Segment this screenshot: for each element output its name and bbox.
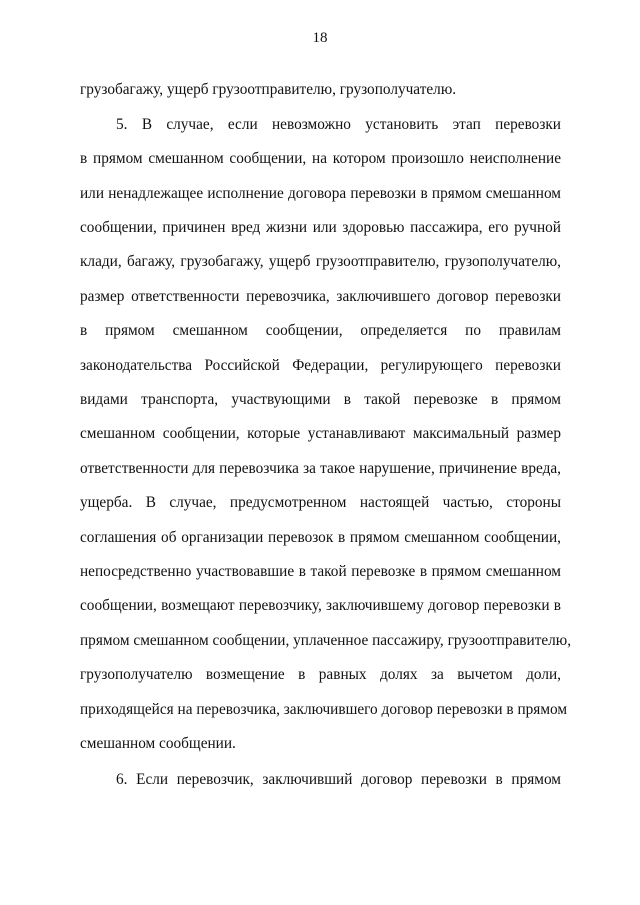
text-line: ущерба. В случае, предусмотренном настоящей частью, стороны bbox=[80, 494, 561, 511]
paragraph-5-last-line: смешанном сообщении. bbox=[80, 735, 236, 752]
text-line: видами транспорта, участвующими в такой перевозке в прямом bbox=[80, 391, 561, 408]
text-line: грузобагажу, ущерб грузоотправителю, грузополучателю. bbox=[80, 81, 457, 98]
text-line: законодательства Российской Федерации, регулирующего перевозки bbox=[80, 357, 561, 374]
text-line: ответственности для перевозчика за такое нарушение, причинение вреда, bbox=[80, 460, 561, 477]
paragraph-5-first-line: 5. В случае, если невозможно установить этап перевозки bbox=[116, 116, 561, 133]
text-line: приходящейся на перевозчика, заключившего договор перевозки в прямом bbox=[80, 701, 568, 718]
text-line: размер ответственности перевозчика, заключившего договор перевозки bbox=[80, 288, 561, 305]
text-line: сообщении, возмещают перевозчику, заключившему договор перевозки в bbox=[80, 597, 561, 614]
page-number: 18 bbox=[312, 30, 328, 46]
text-line: соглашения об организации перевозок в прямом смешанном сообщении, bbox=[80, 529, 561, 546]
text-line: сообщении, причинен вред жизни или здоровью пассажира, его ручной bbox=[80, 219, 561, 236]
paragraph-6-first-line: 6. Если перевозчик, заключивший договор перевозки в прямом bbox=[116, 771, 561, 788]
text-line: или ненадлежащее исполнение договора перевозки в прямом смешанном bbox=[80, 185, 561, 202]
text-line: клади, багажу, грузобагажу, ущерб грузоотправителю, грузополучателю, bbox=[80, 253, 561, 270]
text-line: смешанном сообщении, которые устанавливают максимальный размер bbox=[80, 425, 561, 442]
text-line: грузополучателю возмещение в равных долях за вычетом доли, bbox=[80, 666, 561, 683]
text-line: в прямом смешанном сообщении, на котором произошло неисполнение bbox=[80, 150, 561, 167]
text-line: в прямом смешанном сообщении, определяется по правилам bbox=[80, 322, 561, 339]
text-line: непосредственно участвовавшие в такой перевозке в прямом смешанном bbox=[80, 563, 561, 580]
text-line: прямом смешанном сообщении, уплаченное пассажиру, грузоотправителю, bbox=[80, 632, 572, 649]
